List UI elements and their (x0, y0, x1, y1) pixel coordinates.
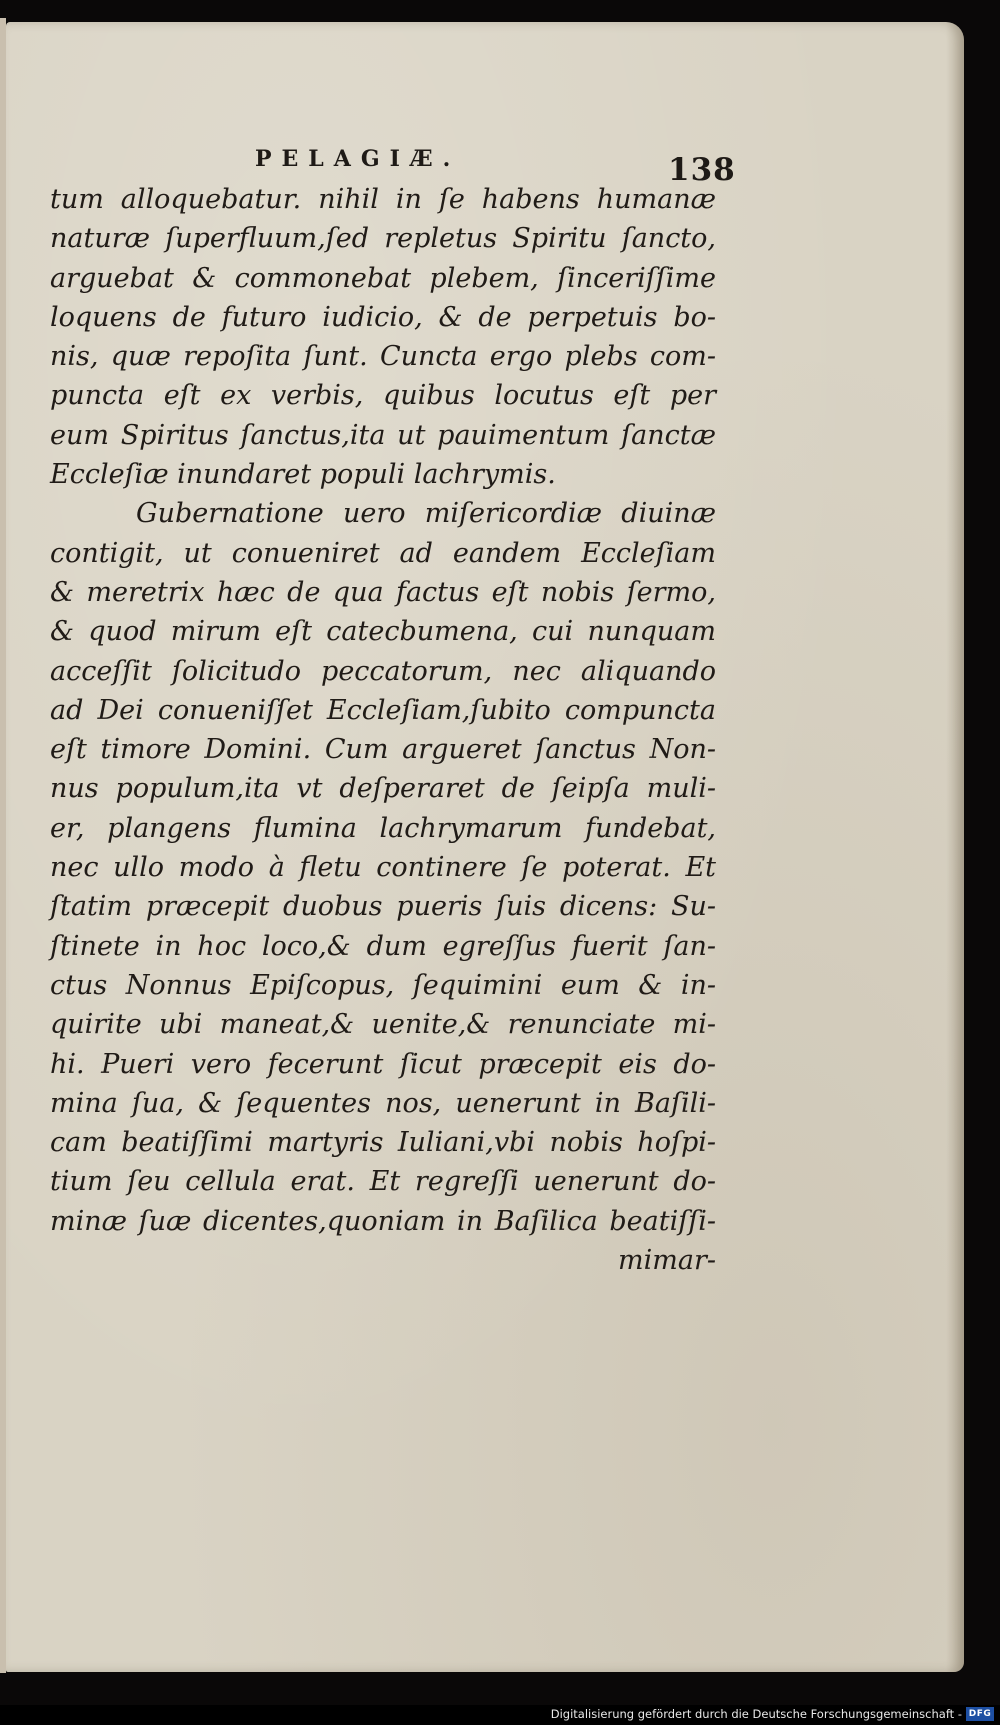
text-line: acceſſit ſolicitudo peccatorum, nec aliquando (50, 655, 716, 687)
text-line: minæ ſuæ dicentes,quoniam in Baſilica beatiſſi- (50, 1205, 716, 1237)
text-line: nis, quæ repoſita ſunt. Cuncta ergo plebs com- (50, 341, 716, 373)
text-line: eum Spiritus ſanctus,ita ut pauimentum ſanctæ (50, 419, 716, 451)
text-line: tum alloquebatur. nihil in ſe habens humanæ (50, 184, 716, 215)
text-line: puncta eſt ex verbis, quibus locutus eſt per (50, 380, 716, 412)
text-line: Eccleſiæ inundaret populi lachrymis. (50, 459, 556, 491)
text-line: eſt timore Domini. Cum argueret ſanctus Non- (50, 734, 716, 766)
text-line: ctus Nonnus Epiſcopus, ſequimini eum & in- (50, 969, 716, 1001)
text-line: hi. Pueri vero fecerunt ſicut præcepit eis do- (50, 1048, 716, 1080)
text-line: tium ſeu cellula erat. Et regreſſi uenerunt do- (50, 1166, 716, 1198)
text-line: ſtinete in hoc loco,& dum egreſſus fuerit ſan- (50, 930, 716, 962)
running-head: PELAGIÆ. (255, 146, 461, 172)
text-line: er, plangens flumina lachrymarum fundebat, (50, 812, 716, 844)
text-line: nec ullo modo à fletu continere ſe poterat. Et (50, 852, 716, 884)
text-line: mina ſua, & ſequentes nos, uenerunt in Baſili- (50, 1087, 716, 1119)
text-line: nus populum,ita vt deſperaret de ſeipſa muli- (50, 773, 716, 805)
text-line: contigit, ut conueniret ad eandem Eccleſiam (50, 537, 716, 569)
text-line: & meretrix hæc de qua factus eſt nobis ſermo, (50, 576, 716, 608)
funding-credit: Digitalisierung gefördert durch die Deutsche Forschungsgemeinschaft - (550, 1707, 962, 1721)
body-text (50, 180, 716, 1280)
text-line: & quod mirum eſt catecbumena, cui nunquam (50, 616, 716, 648)
page-number: 138 (668, 152, 736, 188)
text-line: quirite ubi maneat,& uenite,& renunciate mi- (50, 1009, 716, 1041)
text-line: ſtatim præcepit duobus pueris ſuis dicens: Su- (50, 891, 716, 923)
text-line: loquens de futuro iudicio, & de perpetuis bo- (50, 301, 716, 333)
text-line: naturæ ſuperfluum,ſed repletus Spiritu ſancto, (50, 223, 716, 255)
text-line: cam beatiſſimi martyris Iuliani,vbi nobis hoſpi- (50, 1127, 716, 1159)
text-line: ad Dei conueniſſet Eccleſiam,ſubito compuncta (50, 694, 716, 726)
page-edge-shadow (946, 22, 964, 1672)
text-line: Gubernatione uero miſericordiæ diuinæ (136, 498, 716, 530)
catchword: mimar- (618, 1245, 716, 1277)
dfg-logo-icon: DFG (966, 1707, 994, 1721)
text-line: arguebat & commonebat plebem, ſinceriſſime (50, 262, 716, 294)
